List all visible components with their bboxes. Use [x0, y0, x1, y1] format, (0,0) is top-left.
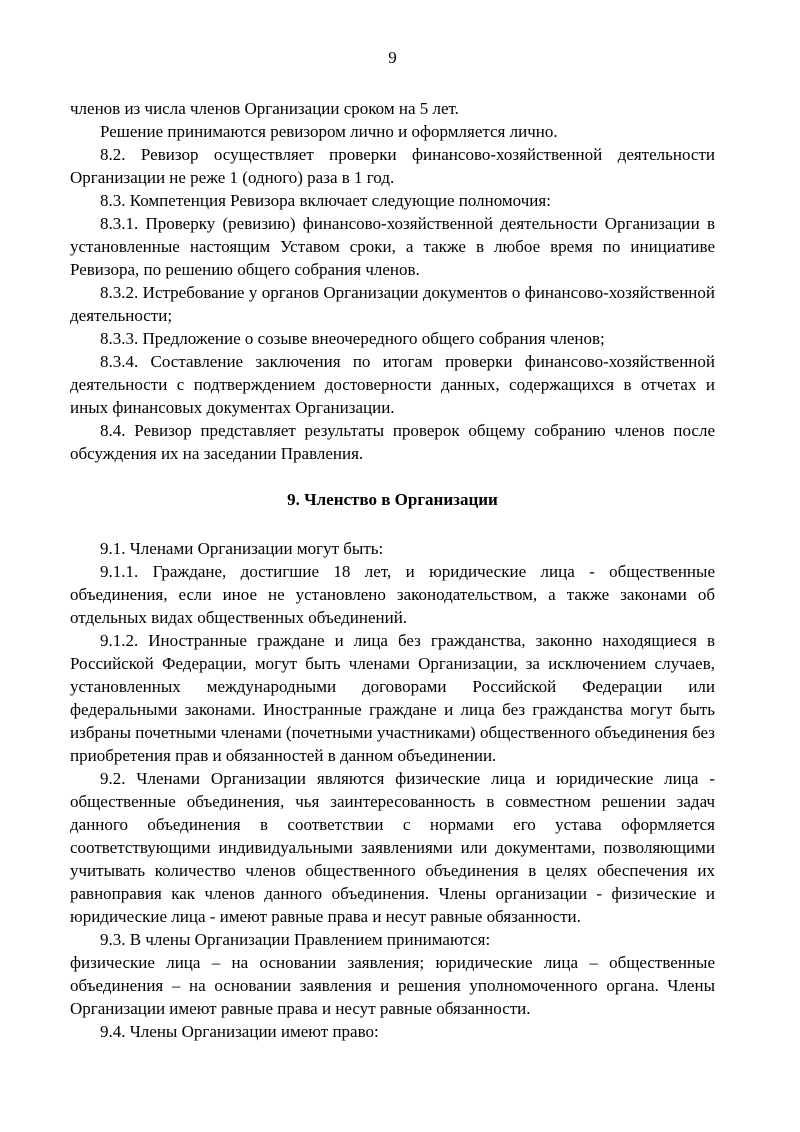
paragraph-8-3-1: 8.3.1. Проверку (ревизию) финансово-хозяйственной деятельности Организации в установленные настоящим Уставом сроки, а также в любое время по инициативе Ревизора, по решению общего собрания членов.: [70, 214, 715, 279]
paragraph-8-3-2: 8.3.2. Истребование у органов Организации документов о финансово-хозяйственной деятельности;: [70, 283, 715, 325]
paragraph-9-3: 9.3. В члены Организации Правлением принимаются:: [100, 930, 491, 949]
section-9-heading: 9. Членство в Организации: [287, 490, 498, 509]
paragraph-9-2: 9.2. Членами Организации являются физические лица и юридические лица - общественные объединения, чья заинтересованность в совместном решении задач данного объединения в соответствии с нормами его устава оформляется соответствующими индивидуальными заявлениями или документами, позволяющими учитывать количество членов общественного объединения в целях обеспечения их равноправия как членов данного объединения. Члены организации - физические и юридические лица - имеют равные права и несут равные обязанности.: [70, 769, 715, 926]
paragraph-8-3-4: 8.3.4. Составление заключения по итогам проверки финансово-хозяйственной деятельности с подтверждением достоверности данных, содержащихся в отчетах и иных финансовых документах Организации.: [70, 352, 715, 417]
paragraph-9-4: 9.4. Члены Организации имеют право:: [100, 1022, 379, 1041]
paragraph-8-1-continuation: членов из числа членов Организации сроком на 5 лет.: [70, 99, 459, 118]
paragraph-8-4: 8.4. Ревизор представляет результаты проверок общему собранию членов после обсуждения их на заседании Правления.: [70, 421, 715, 463]
page-number: 9: [388, 48, 397, 67]
paragraph-9-1-1: 9.1.1. Граждане, достигшие 18 лет, и юридические лица - общественные объединения, если иное не установлено законодательством, а также законами об отдельных видах общественных объединений.: [70, 562, 715, 627]
paragraph-9-3-continuation: физические лица – на основании заявления; юридические лица – общественные объединения – на основании заявления и решения уполномоченного органа. Члены Организации имеют равные права и несут равные обязанности.: [70, 953, 715, 1018]
paragraph-9-1-2: 9.1.2. Иностранные граждане и лица без гражданства, законно находящиеся в Российской Федерации, могут быть членами Организации, за исключением случаев, установленных международными договорами Российской Федерации или федеральными законами. Иностранные граждане и лица без гражданства могут быть избраны почетными членами (почетными участниками) общественного объединения без приобретения прав и обязанностей в данном объединении.: [70, 631, 715, 765]
paragraph-8-3-3: 8.3.3. Предложение о созыве внеочередного общего собрания членов;: [100, 329, 605, 348]
paragraph-8-2: 8.2. Ревизор осуществляет проверки финансово-хозяйственной деятельности Организации не реже 1 (одного) раза в 1 год.: [70, 145, 715, 187]
paragraph-9-1: 9.1. Членами Организации могут быть:: [100, 539, 384, 558]
paragraph-8-decision: Решение принимаются ревизором лично и оформляется лично.: [100, 122, 558, 141]
paragraph-8-3: 8.3. Компетенция Ревизора включает следующие полномочия:: [100, 191, 551, 210]
